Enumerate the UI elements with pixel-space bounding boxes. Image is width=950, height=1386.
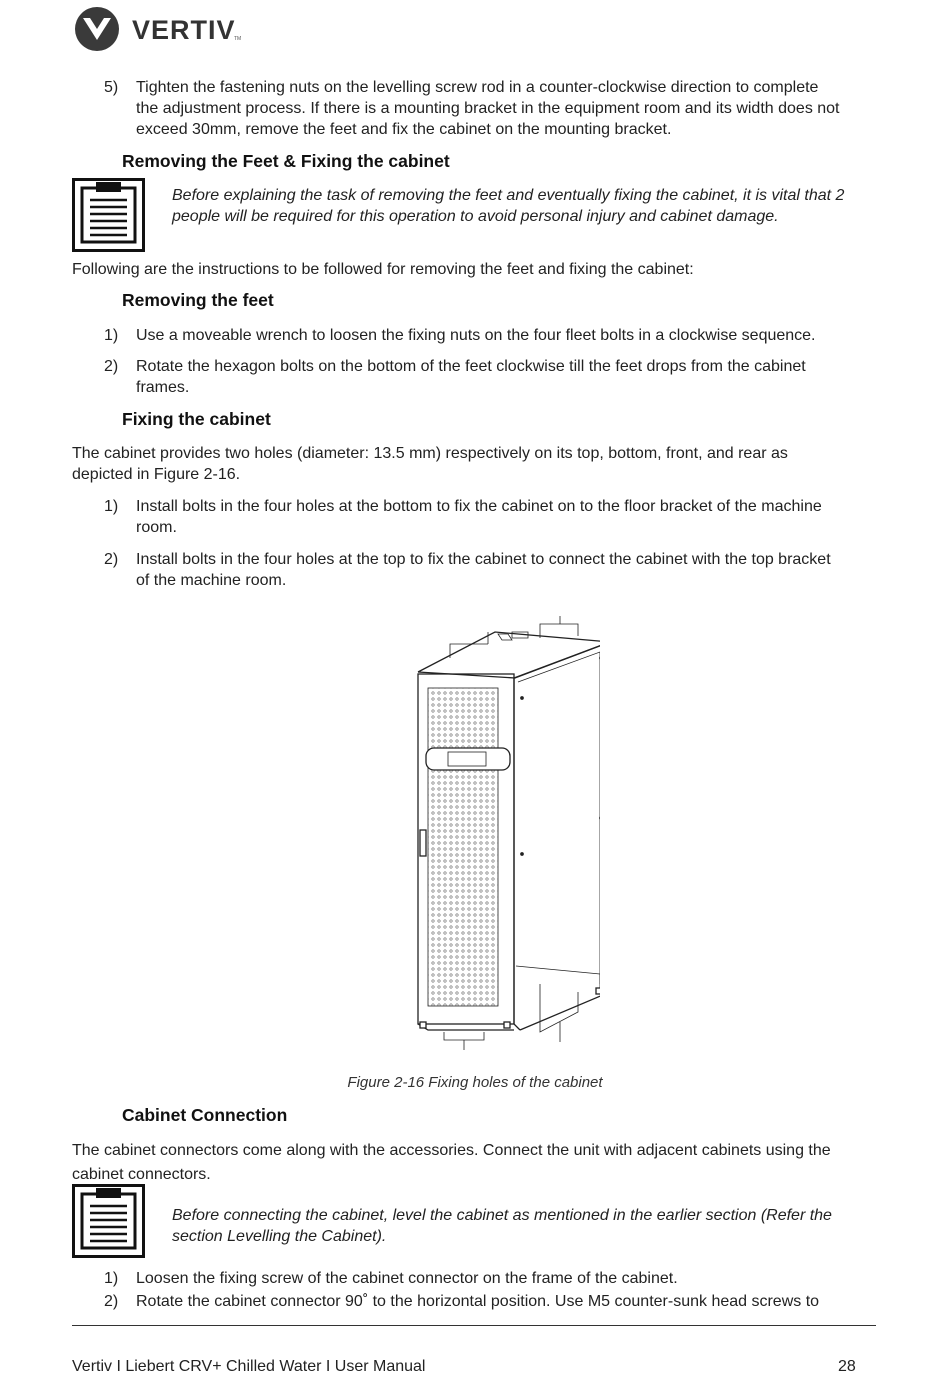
- footer-title: Vertiv I Liebert CRV+ Chilled Water I User Manual: [72, 1358, 426, 1375]
- section-heading: Removing the Feet & Fixing the cabinet: [122, 151, 450, 171]
- brand-name: VERTIV: [132, 15, 236, 45]
- paragraph-line: cabinet connectors.: [72, 1166, 211, 1183]
- note-line: Before connecting the cabinet, level the cabinet as mentioned in the earlier section (Refer the: [172, 1207, 832, 1224]
- step-number: 1): [104, 1270, 119, 1287]
- step-number: 2): [104, 1293, 119, 1310]
- intro-paragraph: Following are the instructions to be followed for removing the feet and fixing the cabinet:: [72, 261, 694, 278]
- step-line: Install bolts in the four holes at the top to fix the cabinet to connect the cabinet with the top bracket: [136, 551, 831, 568]
- step-text: Loosen the fixing screw of the cabinet connector on the frame of the cabinet.: [136, 1270, 678, 1287]
- note-line: section Levelling the Cabinet).: [172, 1228, 387, 1245]
- step-number: 5): [104, 79, 119, 96]
- note-icon: [72, 1184, 145, 1258]
- vertiv-logo-icon: [74, 6, 120, 52]
- paragraph-line: The cabinet connectors come along with the accessories. Connect the unit with adjacent cabinets using the: [72, 1142, 831, 1159]
- footer-divider: [72, 1325, 876, 1326]
- page-number: 28: [838, 1358, 856, 1375]
- paragraph-line: The cabinet provides two holes (diameter: 13.5 mm) respectively on its top, bottom, front, and rear as: [72, 445, 788, 462]
- section-heading: Fixing the cabinet: [122, 409, 271, 429]
- paragraph-line: depicted in Figure 2-16.: [72, 466, 241, 483]
- step-line: frames.: [136, 379, 190, 396]
- paragraph: [72, 1139, 831, 1187]
- note-text: [172, 185, 892, 227]
- step-text: Rotate the cabinet connector 90˚ to the horizontal position. Use M5 counter-sunk head screws to: [136, 1293, 820, 1310]
- section-heading: Removing the feet: [122, 290, 274, 310]
- step-line: the adjustment process. If there is a mounting bracket in the equipment room and its width does not: [136, 100, 840, 117]
- step-line: Rotate the hexagon bolts on the bottom of the feet clockwise till the feet drops from the cabinet: [136, 358, 806, 375]
- step-number: 1): [104, 498, 119, 515]
- note-icon: [72, 178, 145, 252]
- step-line: of the machine room.: [136, 572, 287, 589]
- step-text: [136, 356, 806, 398]
- brand-trademark: TM: [234, 36, 242, 42]
- step-line: room.: [136, 519, 177, 536]
- note-line: Before explaining the task of removing the feet and eventually fixing the cabinet, it is vital that 2: [172, 187, 845, 204]
- step-text: [136, 496, 822, 538]
- cabinet-figure: [400, 612, 600, 1052]
- step-line: Install bolts in the four holes at the bottom to fix the cabinet on to the floor bracket of the machine: [136, 498, 822, 515]
- step-5-text: [136, 77, 886, 140]
- figure-caption: Figure 2-16 Fixing holes of the cabinet: [347, 1074, 603, 1091]
- note-line: people will be required for this operation to avoid personal injury and cabinet damage.: [172, 208, 779, 225]
- step-line: exceed 30mm, remove the feet and fix the cabinet on the mounting bracket.: [136, 121, 672, 138]
- section-heading: Cabinet Connection: [122, 1105, 288, 1125]
- step-number: 1): [104, 327, 119, 344]
- paragraph: [72, 443, 788, 485]
- step-text: Use a moveable wrench to loosen the fixing nuts on the four fleet bolts in a clockwise sequence.: [136, 327, 816, 344]
- note-text: [172, 1205, 892, 1247]
- step-number: 2): [104, 358, 119, 375]
- step-text: [136, 549, 831, 591]
- step-number: 2): [104, 551, 119, 568]
- step-line: Tighten the fastening nuts on the levelling screw rod in a counter-clockwise direction to complete: [136, 79, 819, 96]
- vertiv-logo: [74, 6, 264, 52]
